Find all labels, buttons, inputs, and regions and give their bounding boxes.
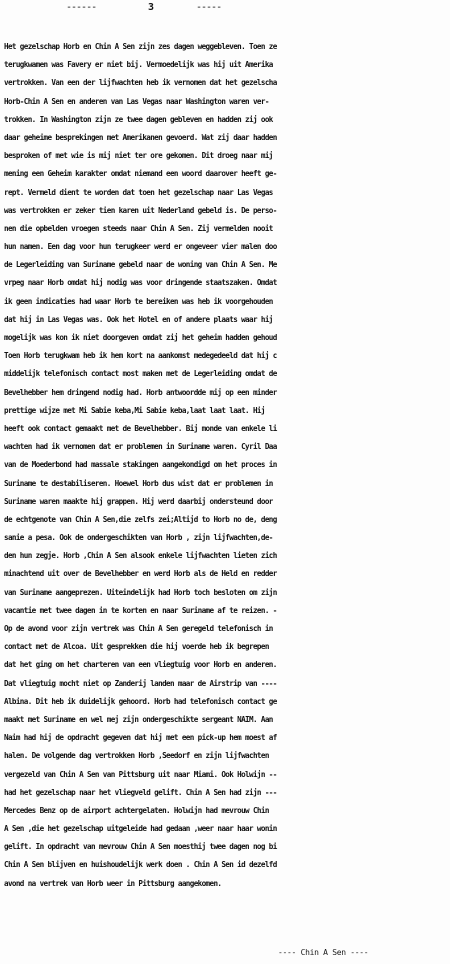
text-line: de Legerleiding van Suriname gebeld naar de woning van Chin A Sen. Me: [4, 260, 277, 270]
text-line: vacantie met twee dagen in te korten en naar Suriname af te reizen. -: [4, 605, 277, 615]
body-text: [4, 38, 450, 893]
page-footer: ---- Chin A Sen ----: [278, 948, 369, 957]
text-line: dat het ging om het charteren van een vliegtuig voor Horb en anderen.: [4, 660, 277, 670]
text-line: was vertrokken er zeker tien karen uit Nederland gebeld is. De perso-: [4, 205, 277, 215]
text-line: dat hij in Las Vegas was. Ook het Hotel en of andere plaats waar hij: [4, 314, 273, 324]
page-header: [0, 2, 450, 16]
text-line: Albina. Dit heb ik duidelijk gehoord. Horb had telefonisch contact ge: [4, 696, 277, 706]
text-line: Dat vliegtuig mocht niet op Zanderij landen maar de Airstrip van ----: [4, 678, 277, 688]
text-line: Toen Horb terugkwam heb ik hem kort na aankomst medegedeeld dat hij c: [4, 351, 277, 361]
text-line: vrpeg naar Horb omdat hij nodig was voor dringende staatszaken. Omdat: [4, 278, 277, 288]
text-line: prettige wijze met Mi Sabie keba,Mi Sabie keba,laat laat laat. Hij: [4, 405, 265, 415]
text-line: den hun zegje. Horb ,Chin A Sen alsook enkele lijfwachten lieten zich: [4, 551, 277, 561]
text-line: vergezeld van Chin A Sen van Pittsburg uit naar Miami. Ook Holwijn --: [4, 769, 277, 779]
text-line: Bevelhebber hem dringend nodig had. Horb antwoordde mij op een minder: [4, 387, 277, 397]
text-line: Chin A Sen blijven en huishoudelijk werk doen . Chin A Sen id dezelfd: [4, 860, 277, 870]
header-dash-right: -----: [196, 2, 222, 13]
text-line: mening een Geheim karakter omdat niemand een woord daarover heeft ge-: [4, 169, 277, 179]
text-line: A Sen ,die het gezelschap uitgeleide had gedaan ,weer naar haar wonin: [4, 824, 277, 834]
text-line: terugkwamen was Favery er niet bij. Vermoedelijk was hij uit Amerika: [4, 60, 273, 70]
text-line: sanie a pesa. Ook de ondergeschikten van Horb , zijn lijfwachten,de-: [4, 533, 273, 543]
text-line: Op de avond voor zijn vertrek was Chin A Sen geregeld telefonisch in: [4, 624, 273, 633]
text-line: halen. De volgende dag vertrokken Horb ,Seedorf en zijn lijfwachten: [4, 751, 269, 761]
page-number: 3: [148, 2, 155, 13]
text-line: mogelijk was kon ik niet doorgeven omdat zij het geheim hadden gehoud: [4, 333, 277, 342]
text-line: besproken of met wie is mij niet ter ore gekomen. Dit droeg naar mij: [4, 151, 273, 161]
text-line: had het gezelschap naar het vliegveld gelift. Chin A Sen had zijn ---: [4, 787, 277, 797]
text-line: van de Moederbond had massale stakingen aangekondigd om het proces in: [4, 460, 277, 470]
text-line: Suriname waren maakte hij grappen. Hij werd daarbij ondersteund door: [4, 496, 273, 506]
text-line: rept. Vermeld dient te worden dat toen het gezelschap naar Las Vegas: [4, 187, 273, 197]
text-line: nen die opbelden vroegen steeds naar Chin A Sen. Zij vermelden nooit: [4, 223, 273, 233]
text-line: van Suriname aangeprezen. Uiteindelijk had Horb toch besloten om zijn: [4, 587, 277, 597]
header-dash-left: ------: [66, 2, 97, 13]
text-line: hun namen. Een dag voor hun terugkeer werd er ongeveer vier malen doo: [4, 242, 277, 252]
text-line: minachtend uit over de Bevelhebber en werd Horb als de Held en redder: [4, 569, 277, 579]
text-line: de echtgenote van Chin A Sen,die zelfs zei;Altijd to Horb no de, deng: [4, 514, 277, 524]
text-line: maakt met Suriname en wel mej zijn ondergeschikte sergeant NAIM. Aan: [4, 714, 273, 724]
text-line: gelift. In opdracht van mevrouw Chin A Sen moesthij twee dagen nog bi: [4, 842, 277, 852]
text-line: vertrokken. Van een der lijfwachten heb ik vernomen dat het gezelscha: [4, 78, 277, 88]
text-line: contact met de Alcoa. Uit gesprekken die hij voerde heb ik begrepen: [4, 642, 269, 652]
text-line: wachten had ik vernomen dat er problemen in Suriname waren. Cyril Daa: [4, 442, 277, 452]
text-line: Suriname te destabiliseren. Hoewel Horb dus wist dat er problemen in: [4, 478, 273, 488]
text-line: Naim had hij de opdracht gegeven dat hij met een pick-up hem moest af: [4, 733, 277, 743]
text-line: ik geen indicaties had waar Horb te bereiken was heb ik voorgehouden: [4, 296, 273, 306]
text-line: daar geheime besprekingen met Amerikanen gevoerd. Wat zij daar hadden: [4, 132, 277, 142]
text-line: heeft ook contact gemaakt met de Bevelhebber. Bij monde van enkele li: [4, 423, 277, 433]
text-line: Het gezelschap Horb en Chin A Sen zijn zes dagen weggebleven. Toen ze: [4, 42, 277, 51]
text-line: trokken. In Washington zijn ze twee dagen gebleven en hadden zij ook: [4, 114, 273, 124]
text-line: avond na vertrek van Horb weer in Pittsburg aangekomen.: [4, 878, 222, 888]
text-line: middelijk telefonisch contact most maken met de Legerleiding omdat de: [4, 369, 277, 379]
text-line: Horb-Chin A Sen en anderen van Las Vegas naar Washington waren ver-: [4, 96, 269, 106]
text-line: Mercedes Benz op de airport achtergelaten. Holwijn had mevrouw Chin: [4, 805, 269, 815]
